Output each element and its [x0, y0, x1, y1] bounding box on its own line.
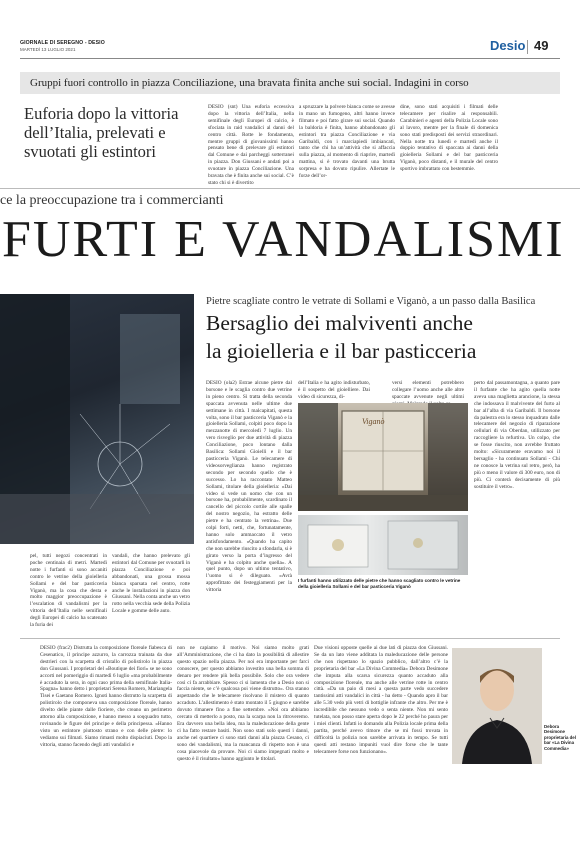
display-case-graphic [298, 515, 468, 575]
shattered-glass-graphic [0, 294, 194, 544]
top-kicker: Gruppi fuori controllo in piazza Conciliazione, una bravata finita anche sui social. Indagini in corso [30, 77, 469, 89]
left-col-2: vandali, che hanno prelevato gli estintori dal Comune per svuotarli in piazza Conciliazione e poi abbandonati, una grossa mossa bianca sparsata nel centro, rotte anche le installazioni in piazza don Giussani. Nella conta anche un vetro rotto nella vecchia sede della Polizia Locale e gomme delle auto. [112, 553, 190, 615]
main-overline: ce la preoccupazione tra i commercianti [0, 193, 224, 208]
masthead-date: MARTEDÌ 13 LUGLIO 2021 [20, 47, 76, 52]
mid-col-1: DESIO (ola2) Estrae alcune pietre dal borsone e le scaglia contro due vetrine in pieno centro. Si tratta della seconda spaccata avvenuta nelle ultime due settimane in città. I malcapitati, questa volta, sono il bar pasticceria Viganò e la gioielleria Sollami, colpiti poco dopo la mezzanotte di mercoledì 7 luglio. Un vero risveglio per due attività di piazza Conciliazione, poco lontano dalla Basilica: Sollami Gioielli e il bar pasticceria Viganò. Le telecamere di videosorveglianza hanno registrato secondo per secondo quello che è successo. Lo ha raccontato Matteo Sollami, titolare della gioielleria: «Dai video si vede un uomo che con un borsone ha, probabilmente, scardinato il cancello del piccolo cortile alle spalle del nostro negozio, ha estratto delle pietre e ha centrato la vetrina». Due colpi forti, netti, che, fortunatamente, hanno solo ammaccato il vetro antisfondamento. «Quando ha capito che non sarebbe riuscito a sfondarla, si è girato verso la porta d’ingresso del Viganò e ha colpito anche quella». A quel punto, dopo un ultimo tentativo, l’uomo si è dileguato. «Avrà approfittato dei festeggiamenti per la vittoria [206, 380, 292, 594]
bakery-photo [298, 403, 468, 511]
left-col-1: pel, tutti negozi concentrati in poche centinaia di metri. Martedì notte i furfanti si sono accaniti contro le vetrine della gioielleria Sollami e del bar pasticceria Viganò, ma la cosa che desta e molto maggior preoccupazione è l’escalation di vandalismi per la vittoria dell’Italia nelle semifinali degli Europei di calcio ha scatenato la furia dei [30, 553, 107, 629]
portrait-caption: Debora Desimone proprietaria del bar «La Divina Commedia» [544, 724, 576, 751]
sub-headline-line-2: la gioielleria e il bar pasticceria [206, 339, 477, 363]
bottom-story-rule [20, 638, 560, 639]
top-headline: Euforia dopo la vittoria dell’Italia, prelevati e svuotati gli estintori [24, 104, 179, 161]
jewelry-window-photo [298, 515, 468, 575]
photo-caption: I furfanti hanno utilizzato delle pietre che hanno scagliato contro le vetrine della gioielleria Sollami e del bar pasticceria Viganò [298, 578, 461, 589]
mid-col-2: dell’Italia e ha agito indisturbato, è il sospetto del gioielliere. Dai video di sicurezza, di- [298, 380, 370, 400]
storefront-photo [0, 294, 194, 544]
mid-col-4: perto dal passamontagna, a quanto pare il furfante che ha agito quella notte aveva una maglietta arancione, la stessa che indossava il malvivente del furto al bar all’alba di via Garibaldi. Il borsone da palestra era lo stesso inquadrato dalle telecamere del negozio di riparazione cellulari di via Oberdan, utilizzato per raccogliere la refurtiva. Un colpo, che se fosse riuscito, non avrebbe fruttato molto: «Sicuramente eravamo noi il bersaglio - ha continuato Sollami - Chi ne conosce la vetrina sul retro, però, ha più o meno il valore di 300 euro, non di più. Ci conterà decisamente di più sostituire il vetro». [474, 380, 560, 490]
shop-sign: Viganò [362, 417, 385, 426]
masthead-paper: GIORNALE DI SEREGNO - DESIO [20, 40, 105, 46]
sub-kicker: Pietre scagliate contro le vetrate di Sollami e Viganò, a un passo dalla Basilica [206, 296, 536, 307]
top-col-1: DESIO (snt) Una euforia eccessiva dopo la vittoria dell’Italia, nella semifinale degli Europei di calcio, è sfociata in raid vandalici al danni del centro città. Rotte le fondamenta, mentre gruppi di giovanissimi hanno pensato bene di prelevare gli estintori dal Comune e dai parcheggi sotterranei in piazza. Don Giussani e andati poi a svuotare in piazza Conciliazione. Una bravata che è finita anche sui social. C’è stato chi si è divertito [208, 104, 294, 186]
portrait-graphic [452, 648, 542, 764]
main-headline: FURTI E VANDALISMI [2, 211, 565, 268]
top-col-3: dine, sono stati acquisiti i filmati delle telecamere per risalire ai responsabili. Carabinieri e agenti della Polizia Locale sono al lavoro, mentre per la finale di domenica sono stati predisposti dei servizi straordinari. Nella notte tra lunedì e martedì anche il doppio tentativo di spaccata ai danni della gioielleria Sollami e del bar pasticceria Viganò, poco distanti, e il murale del centro sportivo imbrattato con bestemmie. [400, 104, 498, 173]
top-story-rule [0, 188, 580, 189]
portrait-photo [452, 648, 542, 764]
bottom-col-3: Due visioni opposte quelle ai due lati di piazza don Giussani. Se da un lato viene additata la maleducazione delle persone che non rispettano lo spazio pubblico, dall’altro c’è la proprietaria del bar «La Divina Commedia» Debora Desimone che imputa alla scarsa sicurezza quanto accaduto alla composizione floreale, ma anche alle vetrine rotte in centro città. «Da un paio di mesi a questa parte vedo succedere tantissimi atti vandalici in città - ha detto - Quando apro il bar alle 5.30 vedo più vetri di bottiglie infrante che altro. Per me è incredibile che nessuno vedo o senta niente. Non mi sento tutelata, non posso stare aperta dopo le 22 perché ho paura per i miei clienti. Infatti io domando alla Polizia locale prima della partita, perché avevo timore che se mi fossi trovata in difficoltà la polizia non sarebbe arrivata in tempo. Se tutti questi atti restano impuniti vuol dire forse che le tante telecamere forse non funzionano». [314, 645, 448, 755]
masthead-rule [20, 58, 560, 59]
bottom-col-2: non ne capiamo il motivo. Noi siamo molto grati all’Amministrazione, che ci ha dato la possibilità di allestire questo spazio nella piazza. Per noi era importante per farci conoscere, per questo abbiamo investito una bella somma di denaro per rendere più bella possibile. Solo che ora vedere così ci fa arrabbiare. Spesso ci si lamenta che a Desio non si faccia niente, se c’è qualcosa poi viene distrutto». Ora stanno aspettando che le telecamere risolvano il mistero di quanto accaduto. L’allestimento è stato montato il 5 giugno e sarebbe dovuto rimanere fino a fine settembre. «Noi ora abbiamo cercato di metterlo a posto, ma la scarpa non la ritroveremo. Era davvero una bella idea, ma la maleducazione della gente ci ha fatto restare basiti. Non sono stati solo questi i danni, anche nel quartiere ci sono stati danni alla piazza Cesano, ci sono dei vandalismi, ma la mancanza di rispetto non è una cosa piacevole da provare. Noi ci siamo impegnati molto e questo è il risultato» hanno aggiunto le titolari. [177, 645, 309, 762]
mid-col-3: versi elementi potrebbero collegare l’uomo anche alle altre spaccate avvenute negli ultimi [392, 380, 464, 400]
sub-headline-line-1: Bersaglio dei malviventi anche [206, 311, 473, 335]
bottom-col-1: DESIO (frac2) Distrutta la composizione floreale fiabesca di Cesenatico, il principe azzurro, la carrozza trainata da due destrieri con la scarpetta di cristallo di polistirolo in piazza don Giussani. I proprietari del «Boutique dei fiori» se ne sono accorti nel pomeriggio di martedì 6 luglio «ma probabilmente è accaduto la sera, in ogni caso prima della semifinale Italia-Spagna» hanno detto i proprietari Serena Romero, Mariangela Tisei e Gaetano Romero. Ignoti hanno distrutto la scarpetta di polistirolo che componeva una composizione floreale, hanno divelto delle piante dalle fioriere, che creano un perimetro attorno alla composizione, e hanno messo a soqquadro tutto, rovinando le figure del principe e della principessa. «Hanno visto un estintore piuttosto strano e con delle pietre: lo vediamo sui filmati. Siamo rimasti molto dispiaciuti. Dopo la vittoria, stanno facendo degli atti vandalici e [40, 645, 172, 748]
section-label: Desio [490, 38, 526, 53]
page-number: 49 [534, 38, 549, 53]
section-divider [527, 40, 528, 54]
top-col-2: a spruzzare la polvere bianca come se avesse in mano un fumogeno, altri hanno invece filmato e poi fatto girare sui social. Quando la baldoria è finita, hanno abbandonato gli estintori tra piazza Conciliazione e via Garibaldi, con i marciapiedi imbiancati, tanto che chi ha un’attività che si affaccia sulla piazza, al momento di riaprire, martedì mattina, si è trovato davanti una brutta sorpresa e ha dovuto ripulire. Allertate le forze dell’or- [299, 104, 395, 180]
